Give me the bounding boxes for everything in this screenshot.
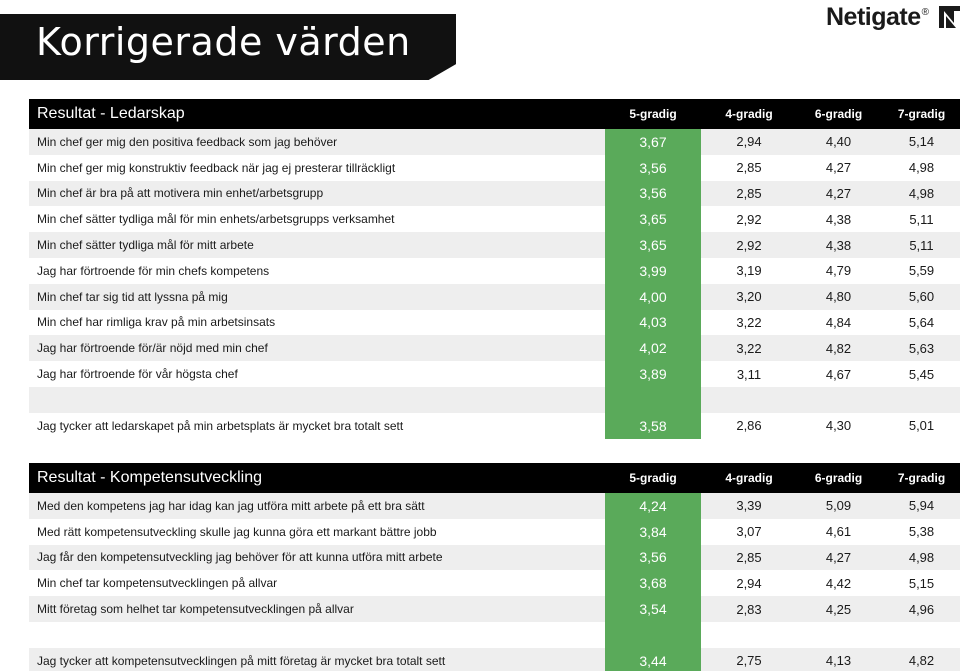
value-5-gradig: 3,99: [605, 258, 701, 284]
value-5-gradig: 4,24: [605, 493, 701, 519]
value-7-gradig: 5,15: [908, 575, 935, 591]
value-5-gradig: 3,56: [605, 181, 701, 207]
value-7-gradig: [880, 387, 960, 413]
logo-registered-mark: ®: [921, 7, 930, 18]
value-5-gradig: 3,58: [605, 413, 701, 439]
value-7-gradig: 4,96: [908, 601, 935, 617]
value-4-gradig: [701, 387, 797, 413]
table-row: [29, 519, 960, 545]
table-row: [29, 206, 960, 232]
value-6-gradig: [797, 387, 880, 413]
row-label: Min chef tar sig tid att lyssna på mig: [37, 289, 228, 304]
value-5-gradig: 3,54: [605, 596, 701, 622]
value-4-gradig: 3,20: [736, 289, 762, 305]
row-label: Med den kompetens jag har idag kan jag utföra mitt arbete på ett bra sätt: [37, 498, 425, 513]
value-6-gradig: [797, 622, 880, 648]
value-6-gradig: 4,30: [825, 418, 852, 434]
value-7-gradig: 5,11: [909, 237, 934, 253]
column-header-7: 7-gradig: [897, 471, 946, 485]
value-5-gradig: [605, 622, 701, 648]
column-header-5: 5-gradig: [629, 107, 677, 121]
value-4-gradig: 3,39: [736, 498, 762, 514]
table-row: [29, 310, 960, 336]
value-4-gradig: 2,85: [736, 549, 762, 565]
value-5-gradig: 3,44: [605, 648, 701, 671]
value-6-gradig: 4,13: [825, 653, 852, 669]
value-7-gradig: 5,63: [908, 340, 935, 356]
spacer-row: [29, 387, 960, 413]
value-6-gradig: 4,67: [825, 366, 852, 382]
value-7-gradig: 5,38: [908, 524, 935, 540]
row-label: Jag har förtroende för/är nöjd med min chef: [37, 341, 268, 356]
row-label: Min chef är bra på att motivera min enhet/arbetsgrupp: [37, 186, 324, 201]
value-4-gradig: 2,85: [736, 185, 762, 201]
value-4-gradig: 2,85: [736, 160, 762, 176]
logo-text: Netigate: [826, 2, 921, 31]
value-6-gradig: 4,40: [825, 134, 852, 150]
value-6-gradig: 5,09: [825, 498, 852, 514]
table-row: [29, 570, 960, 596]
value-5-gradig: 3,65: [605, 232, 701, 258]
table-row: [29, 155, 960, 181]
value-7-gradig: 4,98: [908, 185, 935, 201]
row-label: Min chef ger mig den positiva feedback som jag behöver: [37, 134, 338, 149]
value-5-gradig: 3,89: [605, 361, 701, 387]
value-4-gradig: 2,92: [736, 211, 762, 227]
value-6-gradig: 4,79: [825, 263, 852, 279]
row-label: [29, 622, 605, 648]
value-4-gradig: 2,92: [736, 237, 762, 253]
value-7-gradig: 5,64: [908, 314, 935, 330]
value-6-gradig: 4,80: [825, 289, 852, 305]
value-5-gradig: 4,03: [605, 310, 701, 336]
table-row: [29, 181, 960, 207]
row-label: Mitt företag som helhet tar kompetensutvecklingen på allvar: [37, 602, 354, 617]
column-header-4: 4-gradig: [725, 107, 773, 121]
page-title: Korrigerade värden: [36, 20, 411, 64]
table-row: [29, 413, 960, 439]
value-6-gradig: 4,27: [825, 549, 852, 565]
value-7-gradig: 4,98: [908, 160, 935, 176]
row-label: Min chef sätter tydliga mål för min enhets/arbetsgrupps verksamhet: [37, 212, 395, 227]
netigate-mark-icon: [937, 4, 960, 30]
row-label: Min chef ger mig konstruktiv feedback när jag ej presterar tillräckligt: [37, 160, 396, 175]
value-4-gradig: 3,19: [736, 263, 762, 279]
column-header-7: 7-gradig: [897, 107, 946, 121]
value-4-gradig: 3,22: [736, 314, 762, 330]
value-6-gradig: 4,27: [825, 185, 852, 201]
value-6-gradig: 4,82: [825, 340, 852, 356]
row-label: Jag har förtroende för min chefs kompetens: [37, 263, 270, 278]
column-header-4: 4-gradig: [725, 471, 773, 485]
value-6-gradig: 4,61: [825, 524, 852, 540]
value-5-gradig: 3,56: [605, 155, 701, 181]
value-7-gradig: 5,60: [908, 289, 935, 305]
row-label: [29, 387, 605, 413]
value-6-gradig: 4,25: [825, 601, 852, 617]
row-label: Jag tycker att kompetensutvecklingen på mitt företag är mycket bra totalt sett: [37, 653, 446, 668]
value-7-gradig: [880, 622, 960, 648]
value-4-gradig: 2,75: [736, 653, 762, 669]
table-row: [29, 493, 960, 519]
value-5-gradig: 3,56: [605, 545, 701, 571]
row-label: Min chef har rimliga krav på min arbetsinsats: [37, 315, 276, 330]
value-4-gradig: [701, 622, 797, 648]
value-6-gradig: 4,27: [825, 160, 852, 176]
column-header-6: 6-gradig: [814, 471, 863, 485]
value-4-gradig: 3,22: [736, 340, 762, 356]
value-7-gradig: 4,98: [908, 549, 935, 565]
table-header: [29, 463, 960, 493]
table-row: [29, 596, 960, 622]
table-row: [29, 284, 960, 310]
section-heading: Resultat - Kompetensutveckling: [37, 469, 262, 486]
column-header-5: 5-gradig: [629, 471, 677, 485]
table-row: [29, 545, 960, 571]
netigate-logo: [826, 2, 960, 32]
table-body: [29, 493, 960, 671]
value-4-gradig: 2,94: [736, 134, 762, 150]
table-header: [29, 99, 960, 129]
row-label: Min chef tar kompetensutvecklingen på allvar: [37, 576, 278, 591]
value-7-gradig: 5,45: [908, 366, 935, 382]
value-7-gradig: 4,82: [908, 653, 935, 669]
table-kompetensutveckling: [29, 463, 960, 671]
value-6-gradig: 4,38: [825, 237, 852, 253]
table-row: [29, 129, 960, 155]
value-7-gradig: 5,14: [908, 134, 935, 150]
value-5-gradig: 4,00: [605, 284, 701, 310]
row-label: Med rätt kompetensutveckling skulle jag kunna göra ett markant bättre jobb: [37, 524, 437, 539]
value-5-gradig: 3,84: [605, 519, 701, 545]
value-5-gradig: 3,65: [605, 206, 701, 232]
row-label: Min chef sätter tydliga mål för mitt arbete: [37, 238, 254, 253]
value-5-gradig: 3,67: [605, 129, 701, 155]
value-4-gradig: 2,83: [736, 601, 762, 617]
value-5-gradig: [605, 387, 701, 413]
value-4-gradig: 2,86: [736, 418, 762, 434]
table-body: [29, 129, 960, 439]
row-label: Jag har förtroende för vår högsta chef: [37, 367, 238, 382]
value-4-gradig: 3,11: [736, 366, 762, 382]
table-row: [29, 335, 960, 361]
table-row: [29, 258, 960, 284]
row-label: Jag tycker att ledarskapet på min arbetsplats är mycket bra totalt sett: [37, 418, 404, 433]
value-7-gradig: 5,59: [908, 263, 935, 279]
value-7-gradig: 5,94: [908, 498, 935, 514]
table-row: [29, 648, 960, 671]
value-7-gradig: 5,01: [908, 418, 935, 434]
value-4-gradig: 2,94: [736, 575, 762, 591]
value-6-gradig: 4,42: [825, 575, 852, 591]
spacer-row: [29, 622, 960, 648]
value-4-gradig: 3,07: [736, 524, 762, 540]
row-label: Jag får den kompetensutveckling jag behöver för att kunna utföra mitt arbete: [37, 550, 443, 565]
table-row: [29, 232, 960, 258]
value-6-gradig: 4,84: [825, 314, 852, 330]
value-7-gradig: 5,11: [909, 211, 934, 227]
table-row: [29, 361, 960, 387]
table-ledarskap: [29, 99, 960, 439]
value-5-gradig: 4,02: [605, 335, 701, 361]
section-heading: Resultat - Ledarskap: [37, 105, 185, 122]
value-6-gradig: 4,38: [825, 211, 852, 227]
value-5-gradig: 3,68: [605, 570, 701, 596]
column-header-6: 6-gradig: [814, 107, 863, 121]
